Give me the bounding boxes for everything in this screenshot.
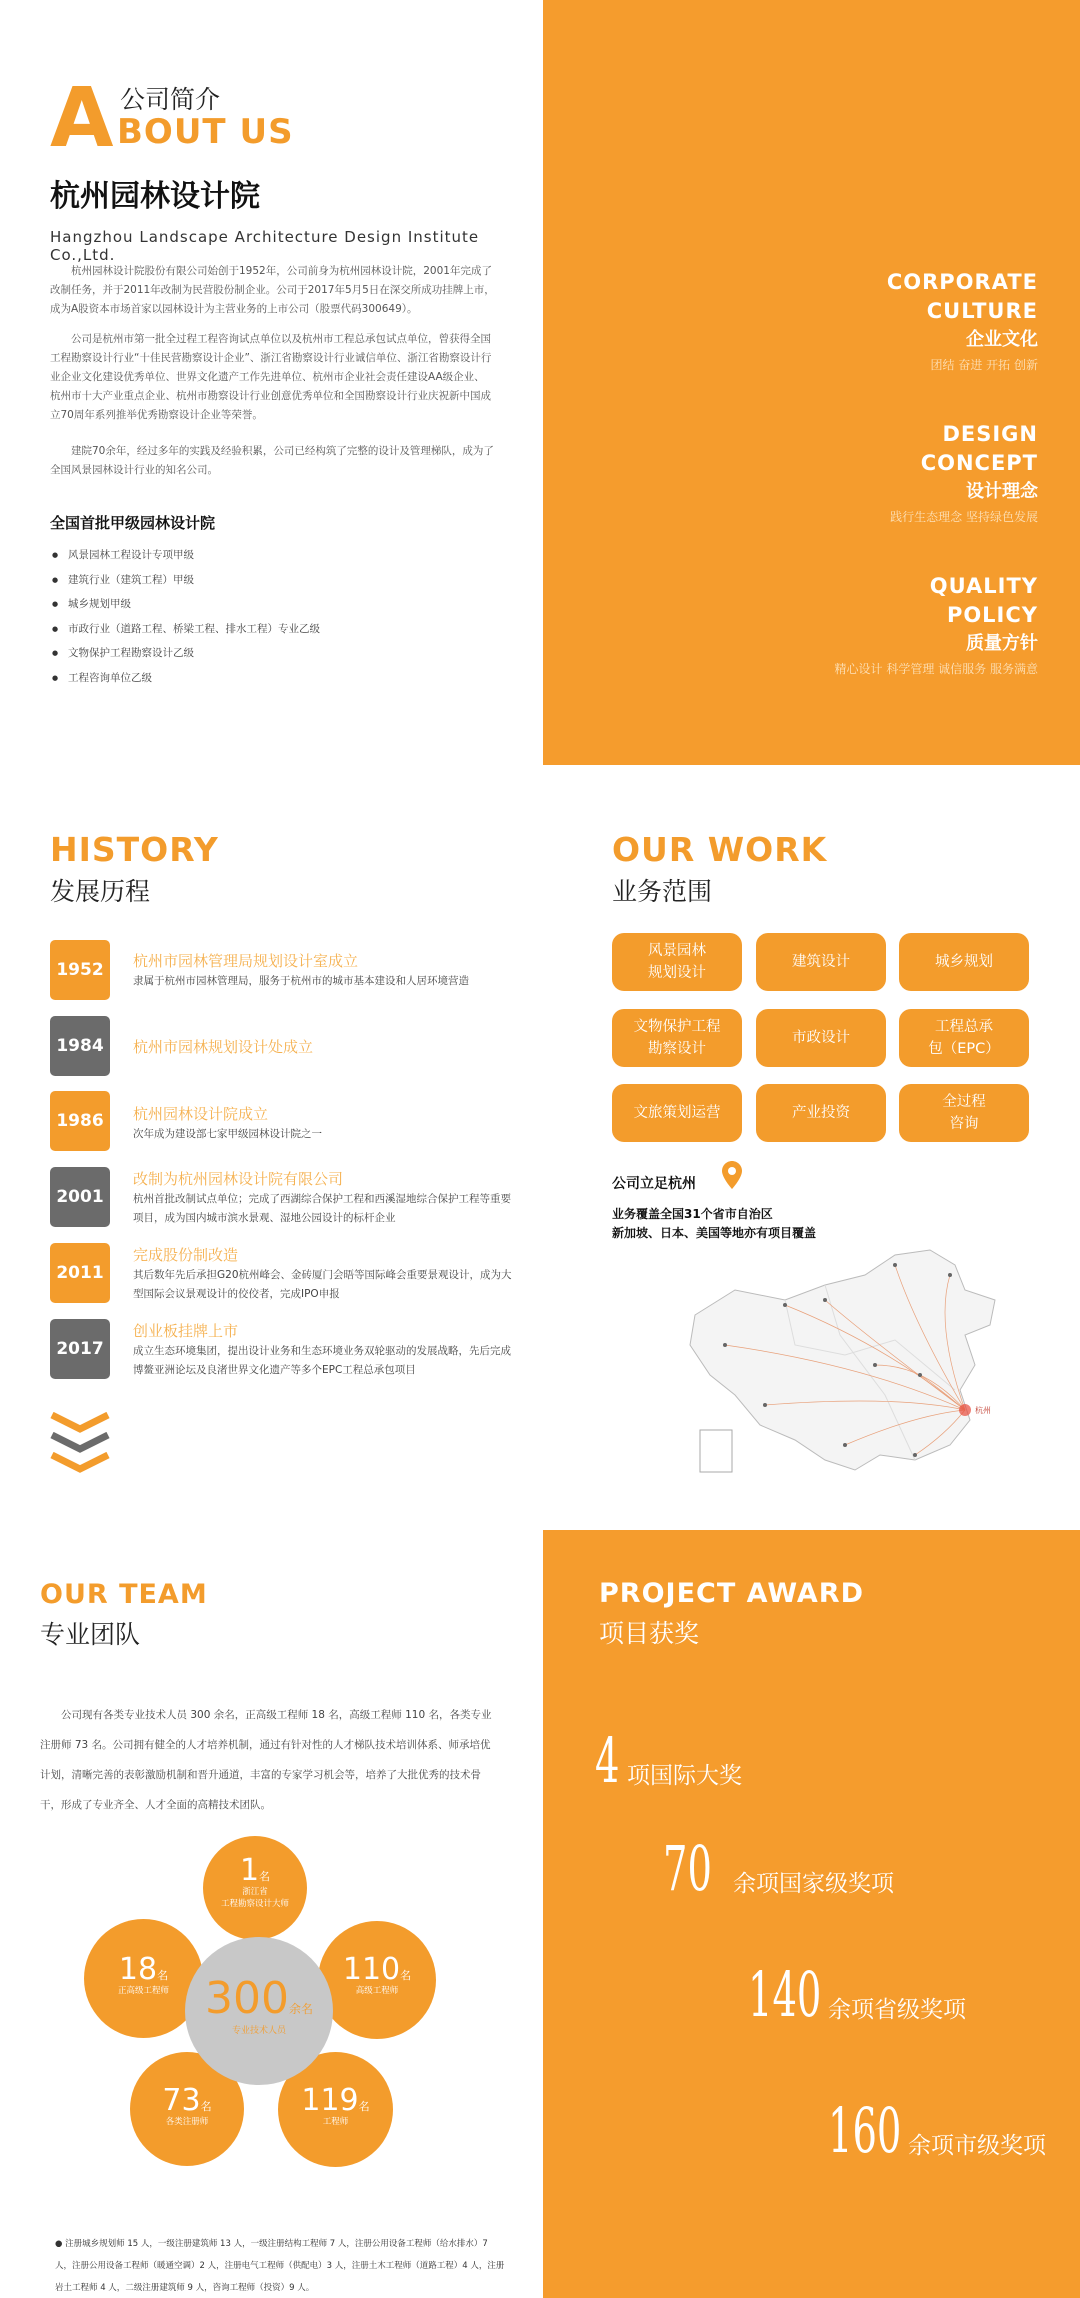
team-title: OUR TEAM [40, 1579, 208, 1610]
team-notes-text: 注册城乡规划师 15 人，一级注册建筑师 13 人，一级注册结构工程师 7 人，注册公用设备工程师（给水排水）7 人，注册公用设备工程师（暖通空调）2 人，注册电气工程师（供配电）3 人，注册土木工程师（道路工程）4 人，注册岩土工程师 4 人，二级注册建筑师 9 人，咨询工程师（投资）9 人。 [55, 2239, 505, 2293]
culture-desc: 团结 奋进 开拓 创新 [930, 358, 1038, 372]
award-text: 余项省级奖项 [828, 1997, 966, 2023]
culture-panel [543, 0, 1080, 765]
about-paragraph-3: 建院70余年，经过多年的实践及经验积累，公司已经构筑了完整的设计及管理梯队，成为了全国风景园林设计行业的知名公司。 [50, 445, 494, 476]
award-text: 余项市级奖项 [908, 2133, 1046, 2159]
year-badge: 1952 [50, 940, 110, 1000]
list-item: ● 市政行业（道路工程、桥梁工程、排水工程）专业乙级 [52, 621, 320, 646]
history-item-title: 杭州市园林规划设计处成立 [133, 1038, 314, 1056]
chevron-down-icon [50, 1452, 110, 1474]
center-stat-unit: 余名 [288, 2002, 313, 2016]
service-consulting: 全过程 咨询 [899, 1084, 1029, 1142]
list-item: ● 建筑行业（建筑工程）甲级 [52, 572, 320, 597]
about-title: BOUT US [117, 112, 294, 152]
award-item [663, 1832, 894, 1905]
history-item-title: 完成股份制改造 [133, 1246, 239, 1264]
history-item-title: 杭州市园林管理局规划设计室成立 [133, 952, 359, 970]
about-subtitle: 公司简介 [120, 85, 221, 114]
center-stat-number: 300 [205, 1973, 289, 2024]
history-item-title: 杭州园林设计院成立 [133, 1105, 269, 1123]
coverage-line-2: 新加坡、日本、美国等地亦有项目覆盖 [612, 1226, 817, 1240]
history-item-title: 改制为杭州园林设计院有限公司 [133, 1170, 344, 1188]
about-big-letter: A [50, 71, 112, 166]
award-number: 140 [748, 1958, 822, 2031]
award-subtitle: 项目获奖 [599, 1619, 700, 1648]
stat-number: 18 [118, 1952, 158, 1987]
stat-label: 正高级工程师 [117, 1986, 169, 1996]
list-item: ● 城乡规划甲级 [52, 596, 320, 621]
hq-text: 公司立足杭州 [612, 1176, 696, 1192]
center-stat-circle [185, 1937, 333, 2085]
map-city-label: 杭州 [975, 1406, 991, 1415]
quality-en-line1: QUALITY [929, 574, 1038, 598]
stat-number: 1 [239, 1853, 260, 1888]
culture-zh-title: 企业文化 [966, 329, 1038, 350]
coverage-line-1: 业务覆盖全国31个省市自治区 [612, 1207, 773, 1221]
history-item-title: 创业板挂牌上市 [133, 1322, 239, 1340]
company-name-en: Hangzhou Landscape Architecture Design Institute Co.,Ltd. [50, 228, 480, 264]
year-badge: 2017 [50, 1319, 110, 1379]
service-tourism: 文旅策划运营 [612, 1084, 742, 1142]
year-badge: 1986 [50, 1091, 110, 1151]
stat-unit: 名 [259, 1870, 271, 1883]
history-subtitle: 发展历程 [50, 877, 151, 906]
year-badge: 1984 [50, 1016, 110, 1076]
stat-number: 119 [301, 2083, 359, 2118]
history-item-desc: 隶属于杭州市园林管理局，服务于杭州市的城市基本建设和人居环境营造 [133, 975, 469, 987]
concept-en-line2: CONCEPT [920, 451, 1038, 475]
company-name: 杭州园林设计院 [50, 179, 260, 214]
stat-number: 110 [342, 1952, 401, 1987]
team-paragraph: 公司现有各类专业技术人员 300 余名，正高级工程师 18 名，高级工程师 110 名，各类专业注册师 73 名。公司拥有健全的人才培养机制，通过有针对性的人才梯队技术培训体系、师承培优计划，清晰完善的表彰激励机制和晋升通道，丰富的专家学习机会等，培养了大批优秀的技术骨干，形成了专业齐全、人才全面的高精技术团队。 [40, 1709, 492, 1811]
list-item: ● 工程咨询单位乙级 [52, 670, 320, 695]
award-item [828, 2094, 1046, 2167]
service-investment: 产业投资 [756, 1084, 886, 1142]
service-architecture: 建筑设计 [756, 933, 886, 991]
award-text: 余项国家级奖项 [733, 1871, 894, 1897]
award-title: PROJECT AWARD [599, 1578, 865, 1609]
stat-unit: 名 [400, 1969, 412, 1982]
award-text: 项国际大奖 [627, 1763, 742, 1789]
quality-desc: 精心设计 科学管理 诚信服务 服务满意 [834, 662, 1038, 676]
service-landscape-planning: 风景园林 规划设计 [612, 933, 742, 991]
stat-circle [203, 1836, 307, 1940]
culture-en-line1: CORPORATE [886, 270, 1038, 294]
about-paragraph-2: 公司是杭州市第一批全过程工程咨询试点单位以及杭州市工程总承包试点单位，曾获得全国工程勘察设计行业“十佳民营勘察设计企业”、浙江省勘察设计行业诚信单位、浙江省勘察设计行业企业文化建设优秀单位、世界文化遗产工作先进单位、杭州市企业社会责任建设AA级企业、杭州市十大产业重点企业、杭州市勘察设计行业创意优秀单位和全国勘察设计行业庆祝新中国成立70周年系列推举优秀勘察设计企业等荣誉。 [50, 333, 492, 421]
stat-label: 高级工程师 [355, 1986, 399, 1996]
about-panel [0, 0, 543, 765]
quality-policy-block [835, 572, 1038, 680]
award-panel [543, 1530, 1080, 2298]
year-badge: 2001 [50, 1167, 110, 1227]
award-number: 70 [663, 1832, 712, 1905]
qualification-heading: 全国首批甲级园林设计院 [50, 514, 216, 532]
list-item: ● 风景园林工程设计专项甲级 [52, 547, 320, 572]
stat-unit: 名 [200, 2100, 212, 2113]
concept-en-line1: DESIGN [942, 422, 1038, 446]
concept-zh-title: 设计理念 [966, 481, 1038, 502]
coverage-text [612, 1205, 816, 1243]
service-heritage: 文物保护工程 勘察设计 [612, 1009, 742, 1067]
history-item-desc: 成立生态环境集团，提出设计业务和生态环境业务双轮驱动的发展战略，先后完成博鳌亚洲论坛及良渚世界文化遗产等多个EPC工程总承包项目 [133, 1345, 511, 1376]
stat-unit: 名 [157, 1969, 169, 1982]
china-map-image [665, 1245, 1040, 1480]
service-epc: 工程总承 包（EPC） [899, 1009, 1029, 1067]
chevron-down-icon [50, 1432, 110, 1454]
about-paragraph-1: 杭州园林设计院股份有限公司始创于1952年，公司前身为杭州园林设计院，2001年完成了改制任务，并于2011年改制为民营股份制企业。公司于2017年5月5日在深交所成功挂牌上市，成为A股资本市场首家以园林设计为主营业务的上市公司（股票代码300649）。 [50, 265, 495, 315]
location-pin-icon [722, 1161, 742, 1189]
history-title: HISTORY [50, 830, 219, 869]
chevron-down-icon [50, 1412, 110, 1434]
stat-unit: 名 [358, 2100, 370, 2113]
year-badge: 2011 [50, 1243, 110, 1303]
stat-circle [318, 1921, 436, 2039]
concept-desc: 践行生态理念 坚持绿色发展 [890, 510, 1038, 524]
quality-en-line2: POLICY [946, 603, 1038, 627]
award-number: 4 [595, 1724, 620, 1797]
center-stat-label: 专业技术人员 [231, 2026, 286, 2036]
work-subtitle: 业务范围 [612, 877, 713, 906]
history-item-desc: 杭州首批改制试点单位；完成了西湖综合保护工程和西溪湿地综合保护工程等重要项目，成为国内城市滨水景观、湿地公园设计的标杆企业 [133, 1193, 511, 1224]
design-concept-block [890, 420, 1038, 528]
service-urban-planning: 城乡规划 [899, 933, 1029, 991]
award-item [748, 1958, 966, 2031]
team-subtitle: 专业团队 [40, 1620, 141, 1649]
stat-label: 工程师 [322, 2117, 349, 2127]
service-municipal: 市政设计 [756, 1009, 886, 1067]
stat-label: 浙江省 工程勘察设计大师 [220, 1887, 289, 1909]
award-item [595, 1724, 742, 1797]
qualification-list [52, 547, 320, 694]
stat-label: 各类注册师 [165, 2117, 209, 2127]
quality-zh-title: 质量方针 [966, 633, 1038, 654]
work-title: OUR WORK [612, 830, 828, 869]
stat-number: 73 [162, 2083, 201, 2118]
team-notes: ● 注册城乡规划师 15 人，一级注册建筑师 13 人，一级注册结构工程师 7 人，注册公用设备工程师（给水排水）7 人，注册公用设备工程师（暖通空调）2 人，注册电气工程师（供配电）3 人，注册土木工程师（道路工程）4 人，注册岩土工程师 4 人，二级注册建筑师 9 人，咨询工程师（投资）9 人。 [55, 2239, 505, 2293]
history-item-desc: 次年成为建设部七家甲级园林设计院之一 [133, 1128, 322, 1140]
culture-block [887, 268, 1038, 376]
list-item: ● 文物保护工程勘察设计乙级 [52, 645, 320, 670]
history-item-desc: 其后数年先后承担G20杭州峰会、金砖厦门会晤等国际峰会重要景观设计，成为大型国际会议景观设计的佼佼者，完成IPO申报 [133, 1269, 512, 1300]
award-number: 160 [828, 2094, 902, 2167]
culture-en-line2: CULTURE [926, 299, 1038, 323]
